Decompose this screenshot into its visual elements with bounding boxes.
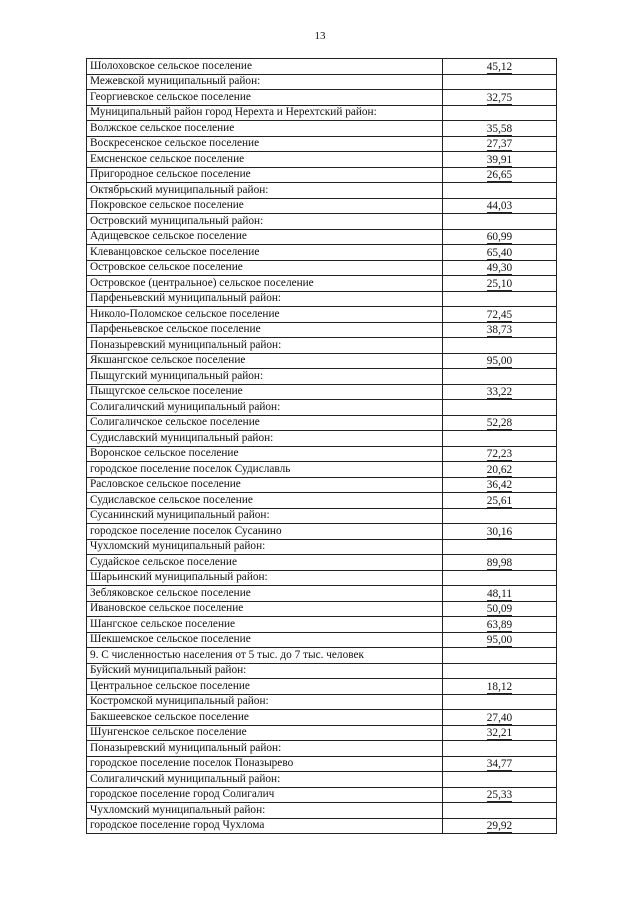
value-text: 25,33	[486, 789, 513, 801]
value-cell	[443, 772, 557, 788]
district-header-row	[87, 105, 557, 121]
table-row	[87, 787, 557, 803]
value-cell	[443, 508, 557, 524]
settlement-name-cell: городское поселение поселок Поназырево	[87, 756, 443, 772]
district-header-row	[87, 570, 557, 586]
value-cell	[443, 276, 557, 292]
district-name-cell: Поназыревский муниципальный район:	[87, 338, 443, 354]
district-header-row	[87, 663, 557, 679]
value-cell	[443, 524, 557, 540]
settlement-name-cell: Воскресенское сельское поселение	[87, 136, 443, 152]
value-text: 38,73	[486, 324, 513, 336]
value-cell	[443, 152, 557, 168]
value-cell	[443, 353, 557, 369]
table-row	[87, 524, 557, 540]
settlement-name-cell: Судиславское сельское поселение	[87, 493, 443, 509]
value-cell	[443, 105, 557, 121]
value-cell	[443, 555, 557, 571]
table-row	[87, 245, 557, 261]
table-row	[87, 121, 557, 137]
settlement-name-cell: Якшангское сельское поселение	[87, 353, 443, 369]
value-cell	[443, 648, 557, 664]
table-row	[87, 756, 557, 772]
value-text: 20,62	[486, 463, 513, 476]
value-cell	[443, 477, 557, 493]
settlement-name-cell: Островское сельское поселение	[87, 260, 443, 276]
district-name-cell: Чухломский муниципальный район:	[87, 539, 443, 555]
value-cell	[443, 663, 557, 679]
value-cell	[443, 710, 557, 726]
value-text: 63,89	[486, 618, 513, 631]
table-row	[87, 276, 557, 292]
value-cell	[443, 183, 557, 199]
data-table	[86, 58, 557, 834]
district-header-row	[87, 539, 557, 555]
value-text: 72,45	[486, 308, 513, 321]
district-header-row	[87, 400, 557, 416]
value-cell	[443, 74, 557, 90]
value-cell	[443, 400, 557, 416]
value-cell	[443, 679, 557, 695]
table-row	[87, 384, 557, 400]
district-name-cell: Шарьинский муниципальный район:	[87, 570, 443, 586]
district-name-cell: Судиславский муниципальный район:	[87, 431, 443, 447]
table-row	[87, 59, 557, 75]
district-name-cell: Островский муниципальный район:	[87, 214, 443, 230]
district-header-row	[87, 214, 557, 230]
value-cell	[443, 307, 557, 323]
table-row	[87, 725, 557, 741]
value-cell	[443, 818, 557, 834]
value-cell	[443, 431, 557, 447]
value-cell	[443, 586, 557, 602]
table-row	[87, 617, 557, 633]
value-cell	[443, 570, 557, 586]
section-row	[87, 648, 557, 664]
table-row	[87, 555, 557, 571]
district-name-cell: Костромской муниципальный район:	[87, 694, 443, 710]
district-name-cell: Солигаличский муниципальный район:	[87, 772, 443, 788]
value-text: 26,65	[486, 169, 513, 181]
value-cell	[443, 369, 557, 385]
value-cell	[443, 462, 557, 478]
settlement-name-cell: Волжское сельское поселение	[87, 121, 443, 137]
table-body	[87, 59, 557, 834]
table-row	[87, 493, 557, 509]
table-row	[87, 601, 557, 617]
table-row	[87, 322, 557, 338]
district-name-cell: Межевской муниципальный район:	[87, 74, 443, 90]
value-text: 25,61	[486, 494, 513, 507]
table-row	[87, 679, 557, 695]
value-text: 95,00	[486, 355, 513, 367]
settlement-name-cell: Парфеньевское сельское поселение	[87, 322, 443, 338]
value-cell	[443, 260, 557, 276]
settlement-name-cell: Солигаличское сельское поселение	[87, 415, 443, 431]
table-row	[87, 353, 557, 369]
value-cell	[443, 725, 557, 741]
value-cell	[443, 90, 557, 106]
settlement-name-cell: Николо-Поломское сельское поселение	[87, 307, 443, 323]
value-cell	[443, 415, 557, 431]
value-text: 27,37	[486, 138, 513, 150]
value-cell	[443, 756, 557, 772]
settlement-name-cell: Судайское сельское поселение	[87, 555, 443, 571]
value-cell	[443, 167, 557, 183]
value-text: 95,00	[486, 634, 513, 646]
value-text: 89,98	[486, 556, 513, 569]
settlement-name-cell: Зебляковское сельское поселение	[87, 586, 443, 602]
value-text: 36,42	[486, 479, 513, 491]
value-cell	[443, 803, 557, 819]
district-name-cell: Пыщугский муниципальный район:	[87, 369, 443, 385]
value-text: 27,40	[486, 711, 513, 724]
settlement-name-cell: Расловское сельское поселение	[87, 477, 443, 493]
value-cell	[443, 198, 557, 214]
district-name-cell: Буйский муниципальный район:	[87, 663, 443, 679]
value-cell	[443, 121, 557, 137]
table-row	[87, 586, 557, 602]
value-cell	[443, 446, 557, 462]
settlement-name-cell: Центральное сельское поселение	[87, 679, 443, 695]
value-text: 72,23	[486, 448, 513, 460]
district-header-row	[87, 183, 557, 199]
settlement-name-cell: Островское (центральное) сельское поселение	[87, 276, 443, 292]
district-name-cell: Октябрьский муниципальный район:	[87, 183, 443, 199]
table-row	[87, 632, 557, 648]
table-row	[87, 229, 557, 245]
value-cell	[443, 136, 557, 152]
value-text: 18,12	[486, 680, 513, 693]
settlement-name-cell: городское поселение город Чухлома	[87, 818, 443, 834]
table-row	[87, 477, 557, 493]
district-header-row	[87, 741, 557, 757]
value-cell	[443, 291, 557, 307]
settlement-name-cell: Шекшемское сельское поселение	[87, 632, 443, 648]
value-cell	[443, 245, 557, 261]
value-cell	[443, 539, 557, 555]
settlement-name-cell: Емсненское сельское поселение	[87, 152, 443, 168]
value-text: 25,10	[486, 277, 513, 290]
value-text: 49,30	[486, 262, 513, 274]
section-title-cell: 9. С численностью населения от 5 тыс. до 7 тыс. человек	[87, 648, 443, 664]
table-row	[87, 818, 557, 834]
value-cell	[443, 617, 557, 633]
settlement-name-cell: Бакшеевское сельское поселение	[87, 710, 443, 726]
district-name-cell: Поназыревский муниципальный район:	[87, 741, 443, 757]
district-name-cell: Сусанинский муниципальный район:	[87, 508, 443, 524]
value-cell	[443, 632, 557, 648]
settlement-name-cell: городское поселение поселок Судиславль	[87, 462, 443, 478]
value-cell	[443, 214, 557, 230]
district-name-cell: Чухломский муниципальный район:	[87, 803, 443, 819]
value-cell	[443, 229, 557, 245]
value-text: 29,92	[486, 820, 513, 832]
district-header-row	[87, 291, 557, 307]
settlement-name-cell: Пыщугское сельское поселение	[87, 384, 443, 400]
settlement-name-cell: Адищевское сельское поселение	[87, 229, 443, 245]
value-text: 30,16	[486, 525, 513, 538]
district-header-row	[87, 431, 557, 447]
settlement-name-cell: Покровское сельское поселение	[87, 198, 443, 214]
table-row	[87, 710, 557, 726]
value-text: 45,12	[486, 60, 513, 73]
settlement-name-cell: городское поселение поселок Сусанино	[87, 524, 443, 540]
value-cell	[443, 59, 557, 75]
value-text: 44,03	[486, 200, 513, 212]
table-row	[87, 152, 557, 168]
district-name-cell: Парфеньевский муниципальный район:	[87, 291, 443, 307]
value-text: 32,21	[486, 727, 513, 739]
value-text: 39,91	[486, 153, 513, 166]
district-name-cell: Муниципальный район город Нерехта и Нерехтский район:	[87, 105, 443, 121]
settlement-name-cell: Ивановское сельское поселение	[87, 601, 443, 617]
value-cell	[443, 493, 557, 509]
value-text: 33,22	[486, 386, 513, 398]
page-number: 13	[314, 30, 326, 42]
district-header-row	[87, 772, 557, 788]
table-row	[87, 260, 557, 276]
value-cell	[443, 338, 557, 354]
district-header-row	[87, 694, 557, 710]
value-text: 35,58	[486, 122, 513, 135]
district-header-row	[87, 338, 557, 354]
district-name-cell: Солигаличский муниципальный район:	[87, 400, 443, 416]
value-text: 48,11	[487, 587, 512, 600]
table-row	[87, 90, 557, 106]
table-row	[87, 136, 557, 152]
value-cell	[443, 601, 557, 617]
table-row	[87, 462, 557, 478]
settlement-name-cell: Шолоховское сельское поселение	[87, 59, 443, 75]
table-row	[87, 198, 557, 214]
value-cell	[443, 384, 557, 400]
district-header-row	[87, 508, 557, 524]
district-header-row	[87, 369, 557, 385]
settlement-name-cell: Шангское сельское поселение	[87, 617, 443, 633]
settlement-name-cell: Шунгенское сельское поселение	[87, 725, 443, 741]
value-text: 65,40	[486, 246, 513, 259]
settlement-name-cell: городское поселение город Солигалич	[87, 787, 443, 803]
settlement-name-cell: Воронское сельское поселение	[87, 446, 443, 462]
settlement-name-cell: Клеванцовское сельское поселение	[87, 245, 443, 261]
settlement-name-cell: Георгиевское сельское поселение	[87, 90, 443, 106]
value-cell	[443, 787, 557, 803]
district-header-row	[87, 74, 557, 90]
value-text: 52,28	[486, 417, 513, 429]
value-cell	[443, 694, 557, 710]
value-text: 34,77	[486, 758, 513, 770]
value-cell	[443, 322, 557, 338]
value-cell	[443, 741, 557, 757]
district-header-row	[87, 803, 557, 819]
table-row	[87, 167, 557, 183]
settlement-name-cell: Пригородное сельское поселение	[87, 167, 443, 183]
table-row	[87, 446, 557, 462]
table-row	[87, 307, 557, 323]
value-text: 50,09	[486, 603, 513, 615]
value-text: 32,75	[486, 91, 513, 104]
table-row	[87, 415, 557, 431]
value-text: 60,99	[486, 231, 513, 243]
